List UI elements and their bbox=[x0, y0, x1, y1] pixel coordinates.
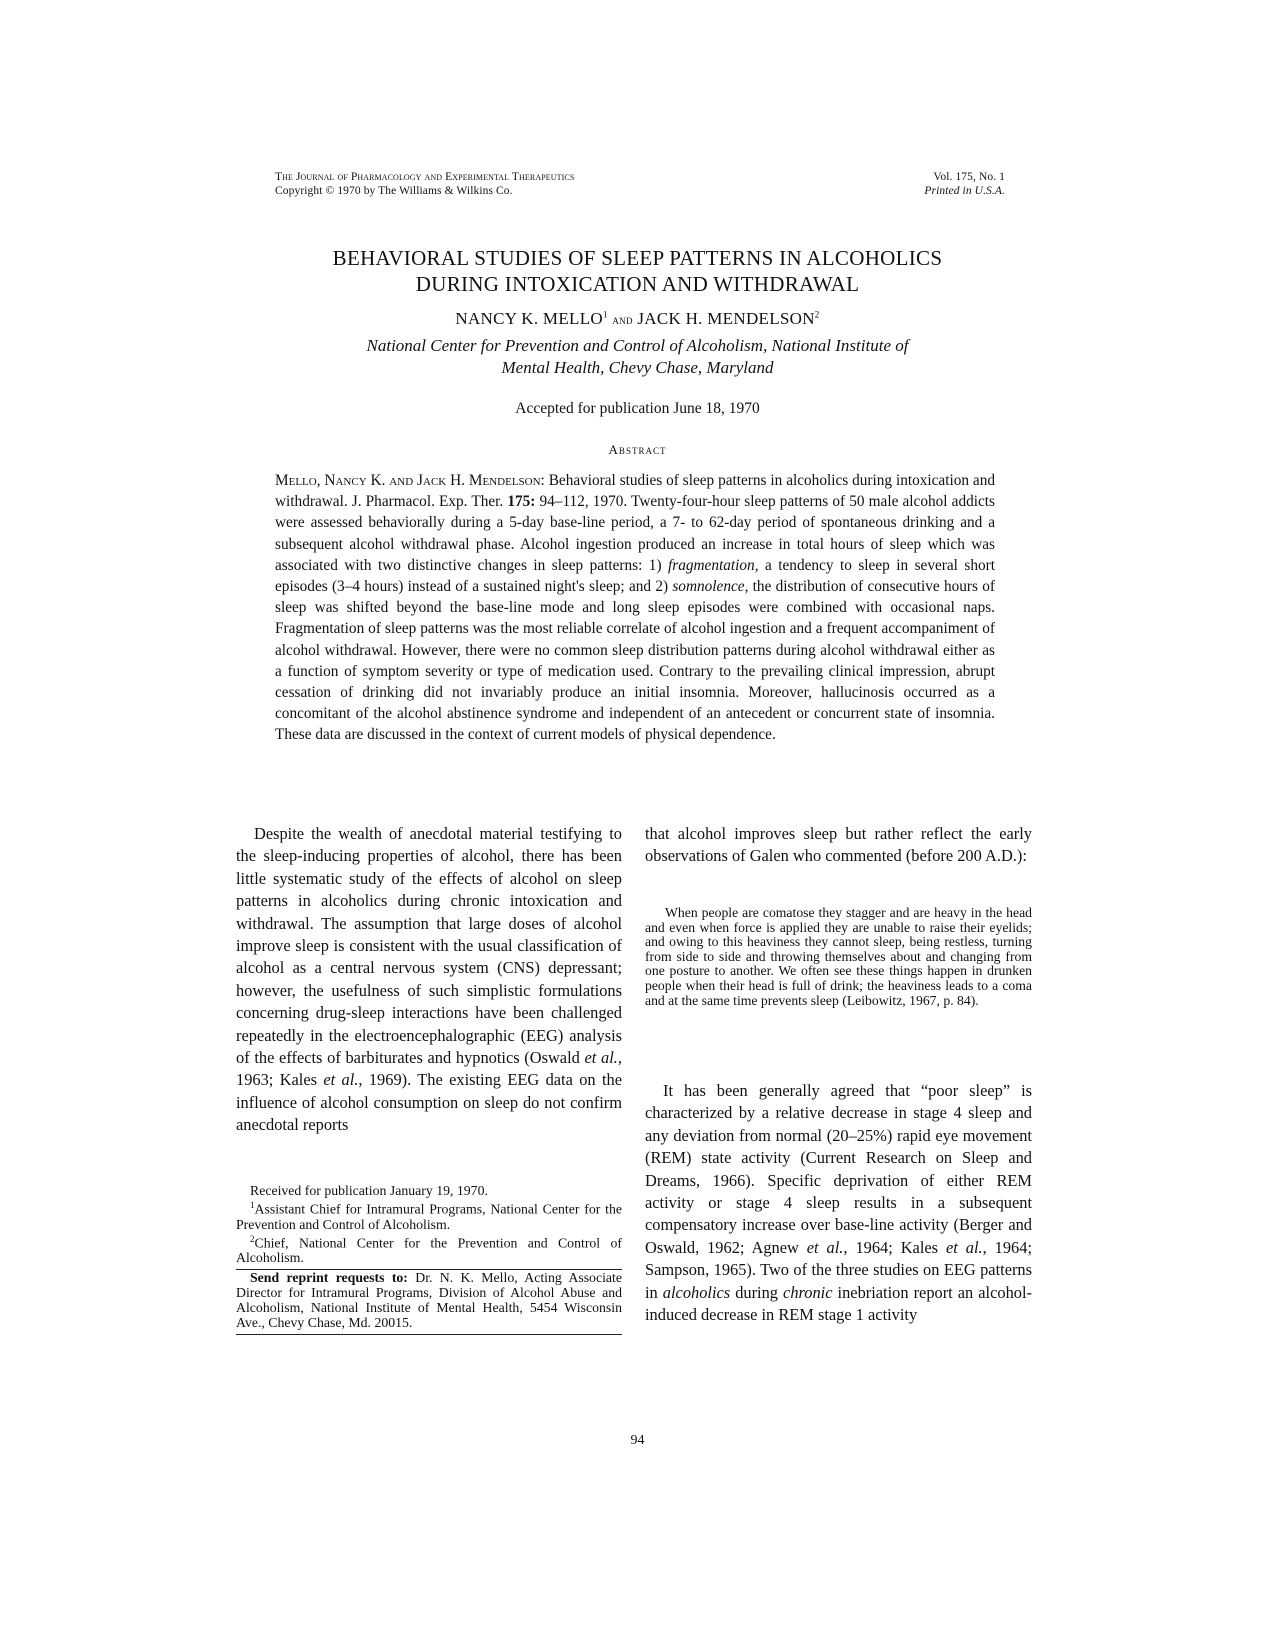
abstract-body bbox=[275, 470, 995, 746]
abstract-text-1: 94–112, 1970. Twenty-four-hour sleep patterns of 50 male alcohol addicts were assessed behaviorally during a 5-day base-line period, a 7- to 62-day period of spontaneous drinking and a subsequent alcohol withdrawal phase. Alcohol ingestion produced an increase in total hours of sleep which was associated with two distinctive changes in sleep patterns: 1) bbox=[275, 493, 995, 574]
title-line-2: DURING INTOXICATION AND WITHDRAWAL bbox=[415, 272, 860, 296]
et-al: et al. bbox=[584, 1048, 618, 1068]
author-line bbox=[0, 309, 1275, 329]
abstract-volume: 175: bbox=[507, 493, 536, 511]
abstract-term-fragmentation: fragmentation, bbox=[668, 556, 759, 574]
article-title bbox=[0, 245, 1275, 297]
journal-header bbox=[275, 170, 574, 198]
sleep-text-5: inebriation report an alcohol-induced decrease in REM stage 1 activity bbox=[645, 1282, 1032, 1325]
intro-text-2: , 1963; Kales bbox=[236, 1048, 623, 1090]
left-column bbox=[236, 823, 622, 1137]
sleep-paragraph bbox=[645, 1080, 1032, 1326]
footnote-1-mark: 1 bbox=[250, 1200, 255, 1210]
et-al: et al. bbox=[323, 1070, 359, 1090]
abstract-heading: Abstract bbox=[608, 442, 667, 457]
sleep-text-4: during bbox=[730, 1282, 784, 1302]
author-2-footnote-mark: 2 bbox=[814, 309, 820, 320]
galen-quote bbox=[645, 906, 1032, 1008]
footnote-2 bbox=[236, 1232, 622, 1266]
abstract-term-somnolence: somnolence, bbox=[672, 578, 749, 596]
affiliation-line-1: National Center for Prevention and Control of Alcoholism, National Institute of bbox=[366, 336, 909, 355]
sleep-text-3: , 1964; Sampson, 1965). Two of the three studies on EEG patterns in bbox=[645, 1237, 1033, 1302]
reprint-address: Dr. N. K. Mello, Acting Associate Director for Intramural Programs, Division of Alcohol Abuse and Alcoholism, National Institute of Mental Health, 5454 Wisconsin Ave., Chevy Chase, Md. 20015. bbox=[236, 1270, 622, 1331]
term-alcoholics: alcoholics bbox=[662, 1282, 731, 1302]
et-al: et al. bbox=[946, 1237, 983, 1257]
accepted-date: Accepted for publication June 18, 1970 bbox=[515, 400, 760, 417]
footnote-2-mark: 2 bbox=[250, 1233, 255, 1244]
sleep-text-1: It has been generally agreed that “poor sleep” is characterized by a relative decrease in stage 4 sleep and any deviation from normal (20–25%) rapid eye movement (REM) state activity (Current Research on Sleep and Dreams, 1966). Specific deprivation of either REM activity or stage 4 sleep results in a subsequent compensatory increase over base-line activity (Berger and Oswald, 1962; Agnew bbox=[645, 1081, 1032, 1257]
copyright-line: Copyright © 1970 by The Williams & Wilkins Co. bbox=[275, 185, 513, 197]
intro-text-1: Despite the wealth of anecdotal material testifying to the sleep-inducing properties of alcohol, there has been little systematic study of the effects of alcohol on sleep patterns in alcoholics during chronic intoxication and withdrawal. The assumption that large doses of alcohol improve sleep is consistent with the usual classification of alcohol as a central nervous system (CNS) depressant; however, the usefulness of such simplistic formulations concerning drug-sleep interactions have been challenged repeatedly in the electroencephalographic (EEG) analysis of the effects of barbiturates and hypnotics (Oswald bbox=[236, 824, 622, 1068]
volume-info bbox=[924, 170, 1005, 198]
title-line-1: BEHAVIORAL STUDIES OF SLEEP PATTERNS IN ALCOHOLICS bbox=[332, 246, 943, 270]
affiliation bbox=[0, 335, 1275, 379]
footnote-bottom-rule bbox=[236, 1334, 622, 1335]
author-conjunction: and bbox=[612, 312, 633, 327]
right-column-intro bbox=[645, 823, 1032, 868]
abstract-citation-authors: Mello, Nancy K. and Jack H. Mendelson bbox=[275, 472, 541, 489]
galen-intro: that alcohol improves sleep but rather reflect the early observations of Galen who commented (before 200 A.D.): bbox=[645, 824, 1032, 866]
author-1: NANCY K. MELLO bbox=[455, 309, 603, 328]
footnote-2-text: Chief, National Center for the Prevention and Control of Alcoholism. bbox=[236, 1235, 622, 1266]
sleep-text-2: , 1964; Kales bbox=[843, 1237, 946, 1257]
intro-paragraph bbox=[236, 823, 622, 1137]
abstract-text-3: the distribution of consecutive hours of sleep was shifted beyond the base-line mode and long sleep episodes were combined with occasional naps. Fragmentation of sleep patterns was the most reliable correlate of alcohol ingestion and a frequent accompaniment of alcohol withdrawal. However, there were no common sleep distribution patterns during alcohol withdrawal either as a function of symptom severity or type of medication used. Contrary to the prevailing clinical impression, abrupt cessation of drinking did not invariably produce an initial insomnia. Moreover, hallucinosis occurred as a concomitant of the alcohol abstinence syndrome and independent of an antecedent or concurrent state of insomnia. These data are discussed in the context of current models of physical dependence. bbox=[275, 578, 996, 744]
footnote-1 bbox=[236, 1198, 622, 1232]
abstract-citation: : Behavioral studies of sleep patterns in alcoholics during intoxication and withdrawal. J. Pharmacol. Exp. Ther. bbox=[275, 472, 995, 511]
reprint-request bbox=[236, 1270, 622, 1330]
author-1-footnote-mark: 1 bbox=[602, 309, 608, 320]
abstract-text-2: a tendency to sleep in several short episodes (3–4 hours) instead of a sustained night's sleep; and 2) bbox=[275, 556, 995, 596]
footnotes bbox=[236, 1183, 622, 1335]
affiliation-line-2: Mental Health, Chevy Chase, Maryland bbox=[501, 358, 774, 377]
page-number: 94 bbox=[630, 1433, 645, 1448]
reprint-label: Send reprint requests to: bbox=[250, 1270, 408, 1286]
author-2: JACK H. MENDELSON bbox=[637, 309, 815, 328]
received-date: Received for publication January 19, 1970. bbox=[250, 1183, 488, 1198]
journal-name: The Journal of Pharmacology and Experimental Therapeutics bbox=[275, 171, 575, 183]
et-al: et al. bbox=[806, 1237, 844, 1257]
quote-text: When people are comatose they stagger and are heavy in the head and even when force is applied they are unable to raise their eyelids; and owing to this heaviness they cannot sleep, being restless, turning from side to side and throwing themselves about and changing from one posture to another. We often see these things happen in drunken people when their head is full of drink; the heaviness leads to a coma and at the same time prevents sleep (Leibowitz, 1967, p. 84). bbox=[645, 905, 1032, 1008]
intro-text-3: , 1969). The existing EEG data on the influence of alcohol consumption on sleep do not confirm anecdotal reports bbox=[236, 1070, 622, 1135]
right-column bbox=[645, 1080, 1032, 1326]
printed-location: Printed in U.S.A. bbox=[924, 185, 1005, 197]
volume-number: Vol. 175, No. 1 bbox=[933, 171, 1005, 183]
term-chronic: chronic bbox=[783, 1282, 833, 1302]
footnote-1-text: Assistant Chief for Intramural Programs, National Center for the Prevention and Control of Alcoholism. bbox=[236, 1201, 622, 1232]
